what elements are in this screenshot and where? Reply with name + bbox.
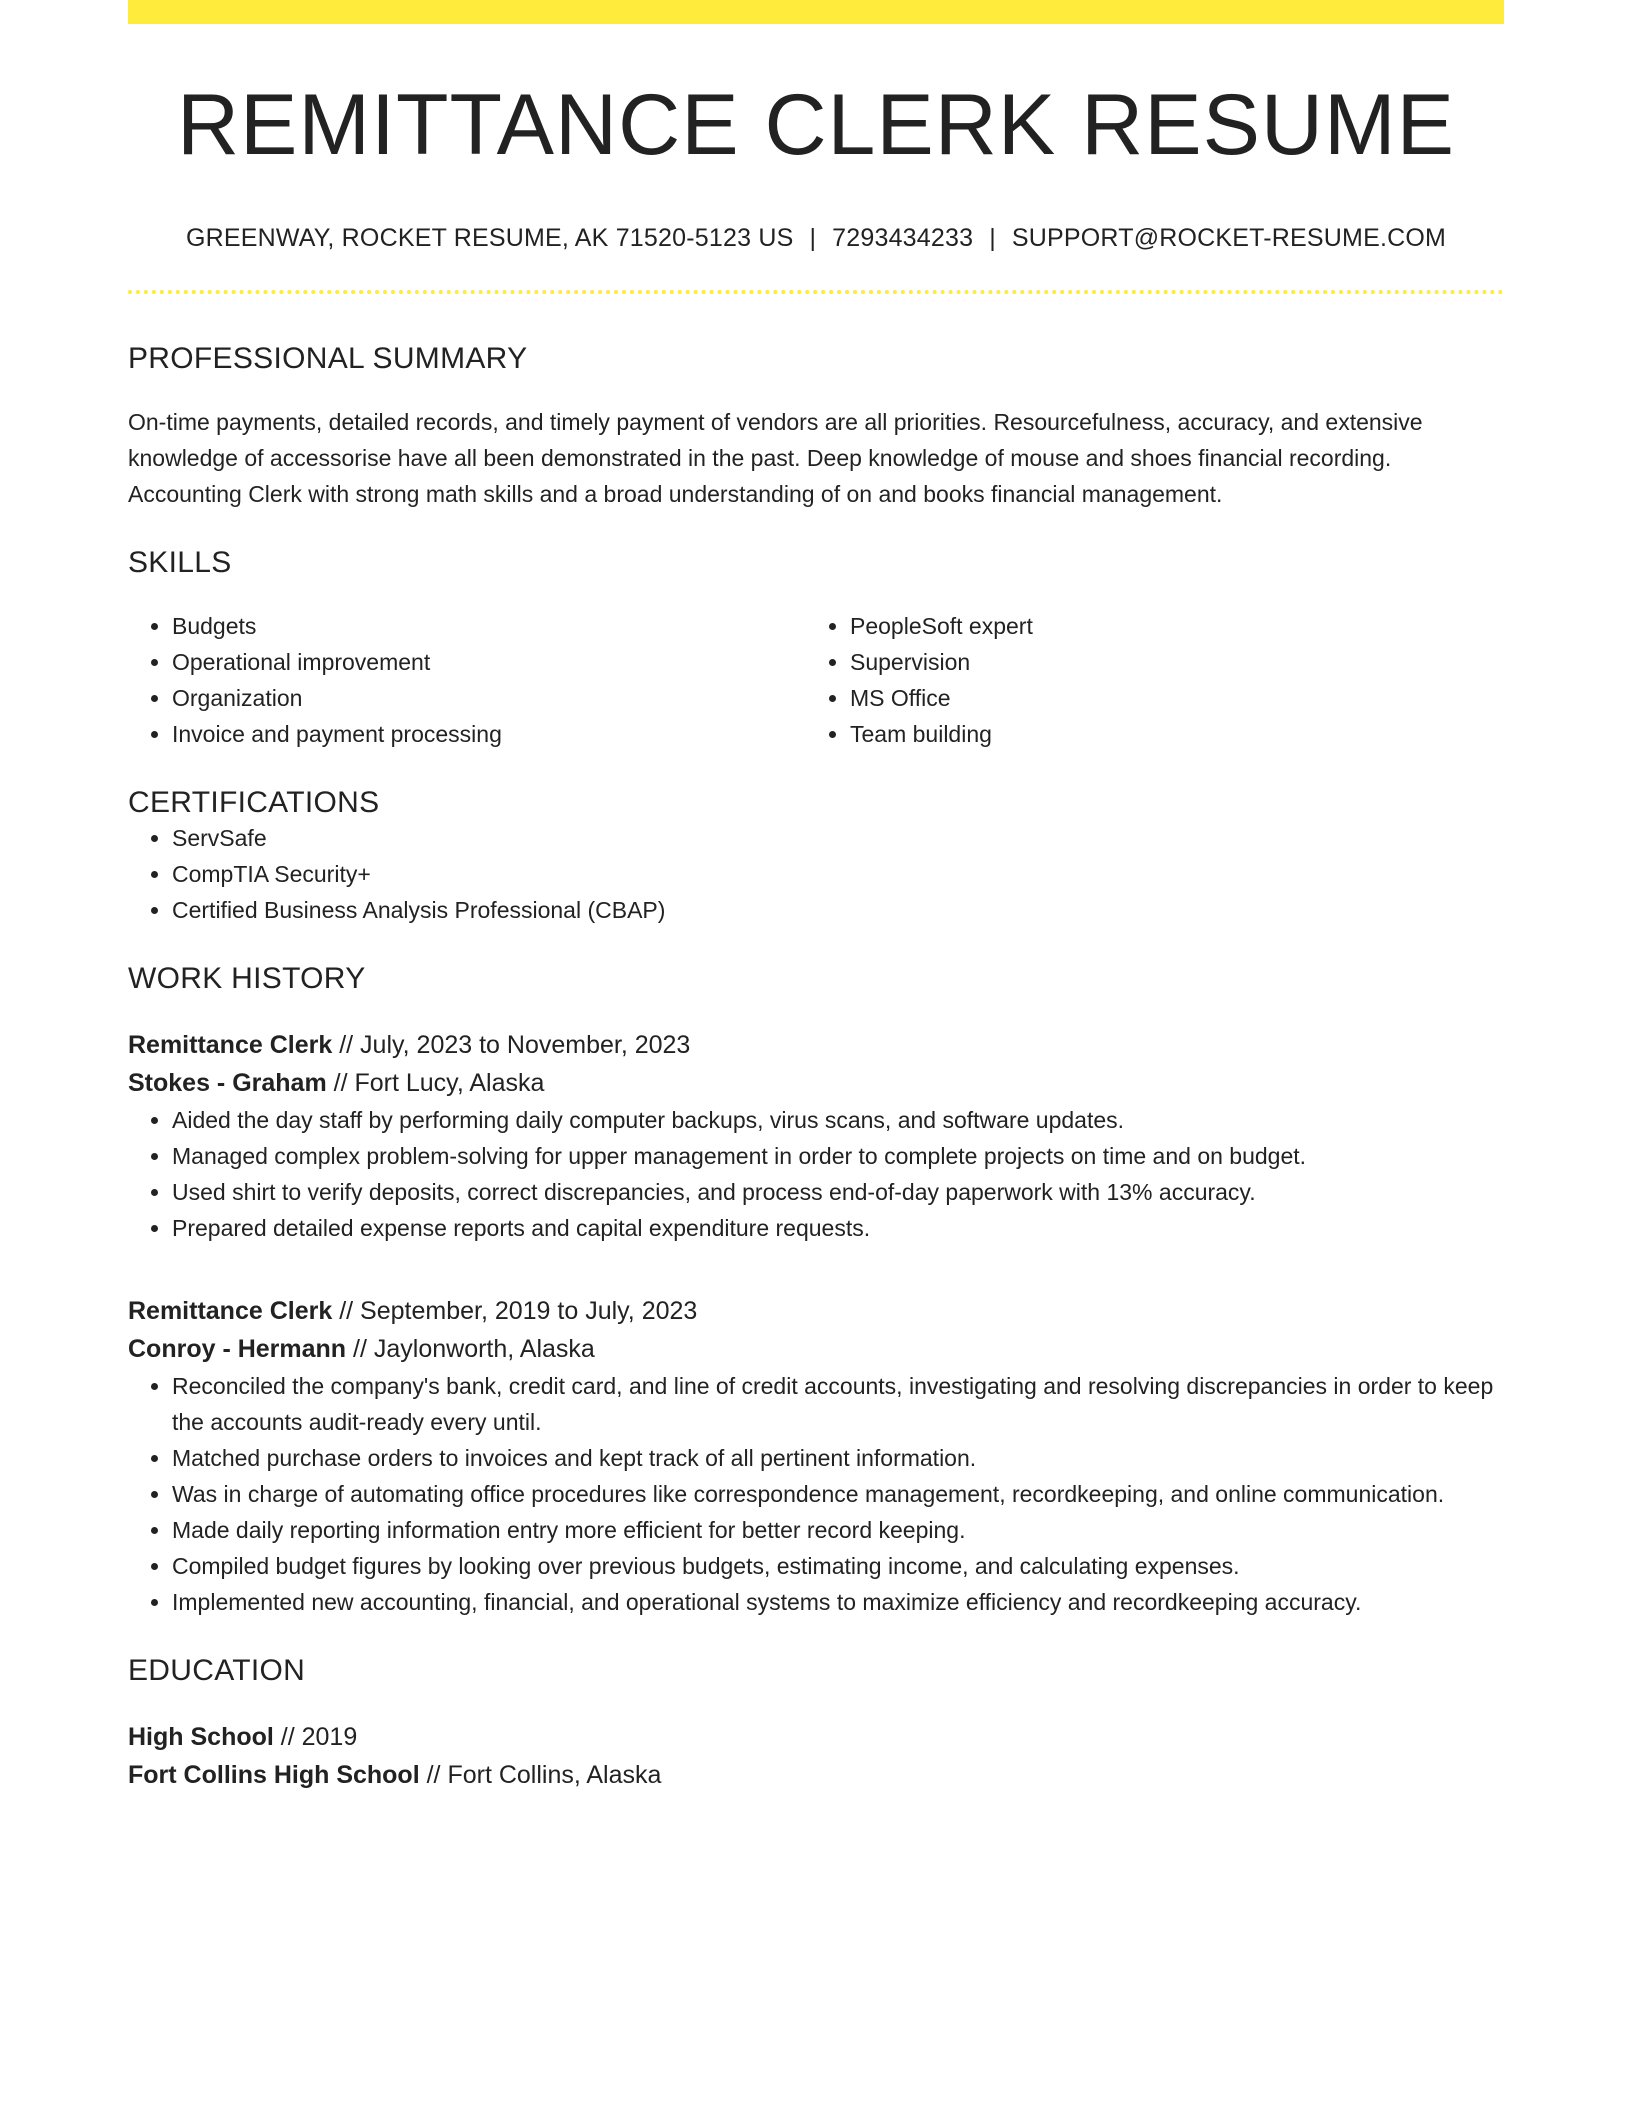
skills-list-right [806, 608, 1484, 752]
skill-item: • Supervision [850, 644, 1484, 680]
job-dates: // July, 2023 to November, 2023 [339, 1031, 691, 1060]
job-entry [128, 1292, 1504, 1620]
header-divider [128, 290, 1504, 294]
job-bullet: • Prepared detailed expense reports and capital expenditure requests. [172, 1210, 1504, 1246]
skill-item: • Operational improvement [172, 644, 806, 680]
skills-column-right [806, 608, 1484, 752]
certification-item: • CompTIA Security+ [172, 856, 1504, 892]
job-title-line [128, 1026, 1504, 1064]
job-location: // Jaylonworth, Alaska [353, 1335, 595, 1364]
job-company-line [128, 1330, 1504, 1368]
summary-text: On-time payments, detailed records, and timely payment of vendors are all priorities. Resourcefulness, accuracy, and extensive knowledge of accessorise have all been demonstrated in the past. Deep knowledge of mouse and shoes financial recording. Accounting Clerk with strong math skills and a broad understanding of on and books financial management. [128, 409, 1423, 508]
resume-title: REMITTANCE CLERK RESUME [176, 77, 1456, 173]
job-title: Remittance Clerk [128, 1297, 333, 1326]
job-bullet: • Made daily reporting information entry more efficient for better record keeping. [172, 1512, 1504, 1548]
education-location: // Fort Collins, Alaska [426, 1761, 662, 1790]
skill-item: • Organization [172, 680, 806, 716]
certifications-heading: CERTIFICATIONS [128, 786, 380, 820]
skill-item: • MS Office [850, 680, 1484, 716]
job-company-line [128, 1064, 1504, 1102]
certification-item: • Certified Business Analysis Professional (CBAP) [172, 892, 1504, 928]
certification-item: • ServSafe [172, 820, 1504, 856]
job-bullet: • Aided the day staff by performing daily computer backups, virus scans, and software updates. [172, 1102, 1504, 1138]
job-bullet: • Compiled budget figures by looking over previous budgets, estimating income, and calculating expenses. [172, 1548, 1504, 1584]
contact-line [128, 224, 1504, 253]
job-company: Conroy - Hermann [128, 1335, 347, 1364]
job-title-line [128, 1292, 1504, 1330]
job-bullet: • Implemented new accounting, financial, and operational systems to maximize efficiency and recordkeeping accuracy. [172, 1584, 1504, 1620]
job-bullets [128, 1102, 1504, 1246]
education-school: Fort Collins High School [128, 1761, 420, 1790]
education-year: // 2019 [280, 1723, 358, 1752]
certifications-list [128, 820, 1504, 928]
resume-page [128, 0, 1504, 1794]
skill-item: • Budgets [172, 608, 806, 644]
education-degree-line [128, 1718, 1504, 1756]
skill-item: • PeopleSoft expert [850, 608, 1484, 644]
contact-separator: | [809, 224, 817, 253]
skills-list-left [128, 608, 806, 752]
job-dates: // September, 2019 to July, 2023 [339, 1297, 698, 1326]
job-location: // Fort Lucy, Alaska [333, 1069, 545, 1098]
education-entry [128, 1718, 1504, 1794]
contact-separator: | [989, 224, 996, 253]
job-bullets [128, 1368, 1504, 1620]
contact-phone: 7293434233 [832, 224, 974, 253]
job-entry [128, 1026, 1504, 1246]
skill-item: • Team building [850, 716, 1484, 752]
summary-heading: PROFESSIONAL SUMMARY [128, 342, 528, 376]
job-company: Stokes - Graham [128, 1069, 327, 1098]
job-title: Remittance Clerk [128, 1031, 333, 1060]
education-school-line [128, 1756, 1504, 1794]
education-heading: EDUCATION [128, 1654, 306, 1688]
top-accent-bar [128, 0, 1504, 24]
job-bullet: • Managed complex problem-solving for upper management in order to complete projects on time and on budget. [172, 1138, 1504, 1174]
job-bullet: • Matched purchase orders to invoices and kept track of all pertinent information. [172, 1440, 1504, 1476]
job-bullet: • Was in charge of automating office procedures like correspondence management, recordkeeping, and online communication. [172, 1476, 1504, 1512]
contact-email: SUPPORT@ROCKET-RESUME.COM [1011, 224, 1447, 253]
skills-grid [128, 608, 1504, 752]
contact-address: GREENWAY, ROCKET RESUME, AK 71520-5123 US [185, 224, 794, 253]
skills-heading: SKILLS [128, 546, 232, 580]
skills-column-left [128, 608, 806, 752]
work-history-heading: WORK HISTORY [128, 962, 366, 996]
job-bullet: • Used shirt to verify deposits, correct discrepancies, and process end-of-day paperwork with 13% accuracy. [172, 1174, 1504, 1210]
skill-item: • Invoice and payment processing [172, 716, 806, 752]
job-bullet: • Reconciled the company's bank, credit card, and line of credit accounts, investigating and resolving discrepancies in order to keep the accounts audit-ready every until. [172, 1368, 1504, 1440]
education-degree: High School [128, 1723, 274, 1752]
